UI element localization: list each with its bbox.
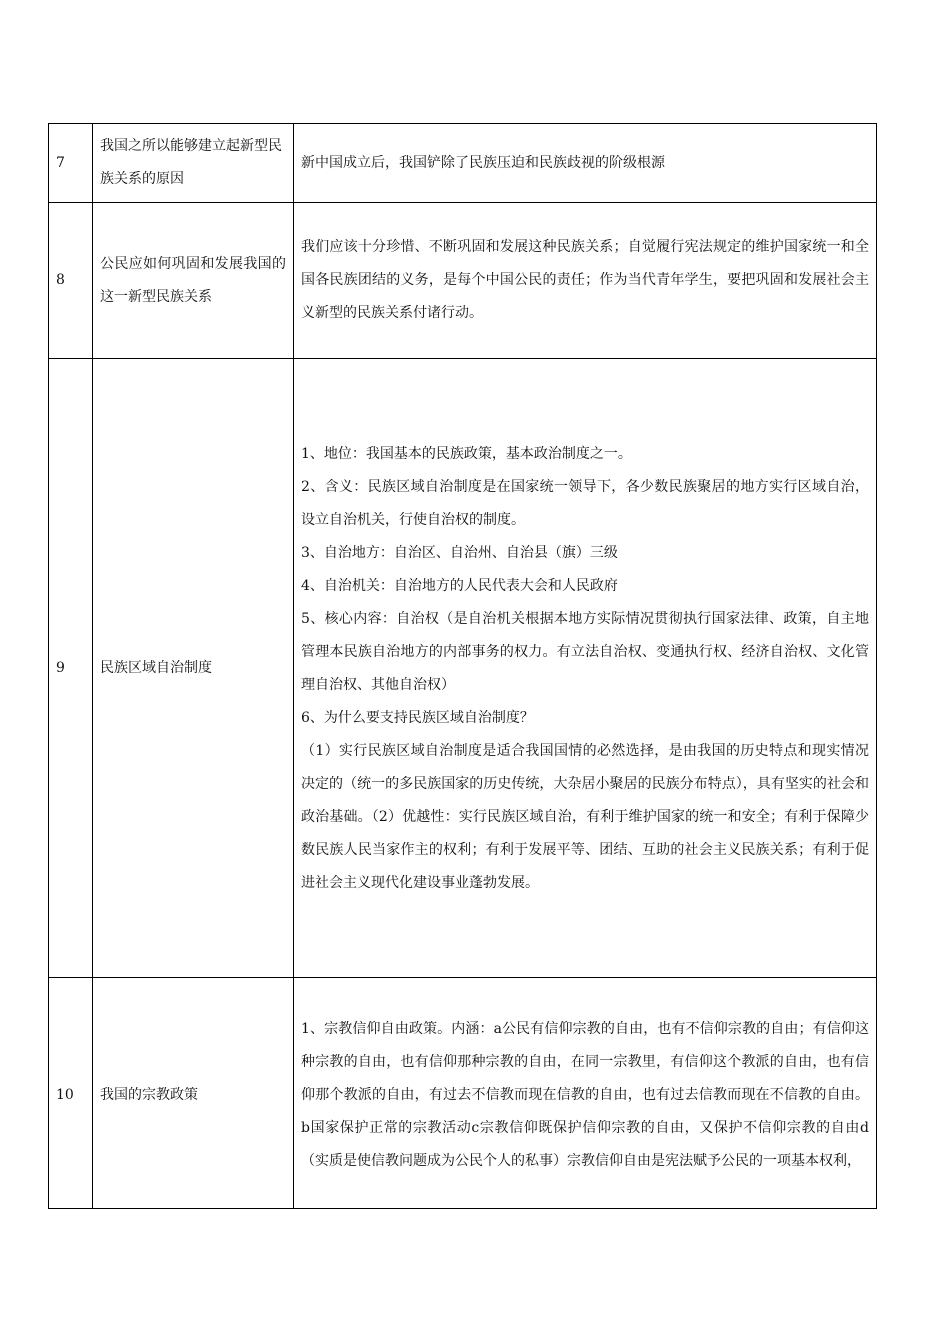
row-topic: 我国的宗教政策	[93, 978, 294, 1209]
row-number: 10	[49, 978, 93, 1209]
content-paragraph: 1、地位：我国基本的民族政策，基本政治制度之一。	[301, 446, 632, 462]
table-row	[49, 203, 877, 359]
content-paragraph: （1）实行民族区域自治制度是适合我国国情的必然选择，是由我国的历史特点和现实情况决定的（统一的多民族国家的历史传统，大杂居小聚居的民族分布特点），具有坚实的社会和政治基础。（2）优越性：实行民族区域自治，有利于维护国家的统一和安全；有利于保障少数民族人民当家作主的权利；有利于发展平等、团结、互助的社会主义民族关系；有利于促进社会主义现代化建设事业蓬勃发展。	[301, 743, 869, 891]
row-topic: 民族区域自治制度	[93, 359, 294, 978]
notes-table	[48, 123, 877, 1209]
row-content	[294, 978, 877, 1209]
row-number: 7	[49, 124, 93, 203]
row-number: 8	[49, 203, 93, 359]
table-row	[49, 124, 877, 203]
content-paragraph: 我们应该十分珍惜、不断巩固和发展这种民族关系；自觉履行宪法规定的维护国家统一和全国各民族团结的义务，是每个中国公民的责任；作为当代青年学生，要把巩固和发展社会主义新型的民族关系付诸行动。	[301, 239, 869, 321]
row-topic: 公民应如何巩固和发展我国的这一新型民族关系	[93, 203, 294, 359]
row-content	[294, 203, 877, 359]
row-topic: 我国之所以能够建立起新型民族关系的原因	[93, 124, 294, 203]
row-number: 9	[49, 359, 93, 978]
row-content	[294, 359, 877, 978]
content-paragraph: 新中国成立后，我国铲除了民族压迫和民族歧视的阶级根源	[301, 154, 665, 171]
content-paragraph: 2、含义：民族区域自治制度是在国家统一领导下，各少数民族聚居的地方实行区域自治，设立自治机关，行使自治权的制度。	[301, 479, 869, 528]
content-paragraph: 3、自治地方：自治区、自治州、自治县（旗）三级	[301, 545, 618, 561]
table-row	[49, 978, 877, 1209]
content-paragraph: 1、宗教信仰自由政策。内涵：a公民有信仰宗教的自由，也有不信仰宗教的自由；有信仰这种宗教的自由，也有信仰那种宗教的自由，在同一宗教里，有信仰这个教派的自由，也有信仰那个教派的自由，有过去不信教而现在信教的自由，也有过去信教而现在不信教的自由。b国家保护正常的宗教活动c宗教信仰既保护信仰宗教的自由，又保护不信仰宗教的自由d（实质是使信教问题成为公民个人的私事）宗教信仰自由是宪法赋予公民的一项基本权利，	[301, 1020, 869, 1169]
content-paragraph: 6、为什么要支持民族区域自治制度？	[301, 710, 534, 726]
row-content	[294, 124, 877, 203]
table-row	[49, 359, 877, 978]
content-paragraph: 5、核心内容：自治权（是自治机关根据本地方实际情况贯彻执行国家法律、政策，自主地管理本民族自治地方的内部事务的权力。有立法自治权、变通执行权、经济自治权、文化管理自治权、其他自治权）	[301, 611, 869, 693]
content-paragraph: 4、自治机关：自治地方的人民代表大会和人民政府	[301, 578, 618, 594]
